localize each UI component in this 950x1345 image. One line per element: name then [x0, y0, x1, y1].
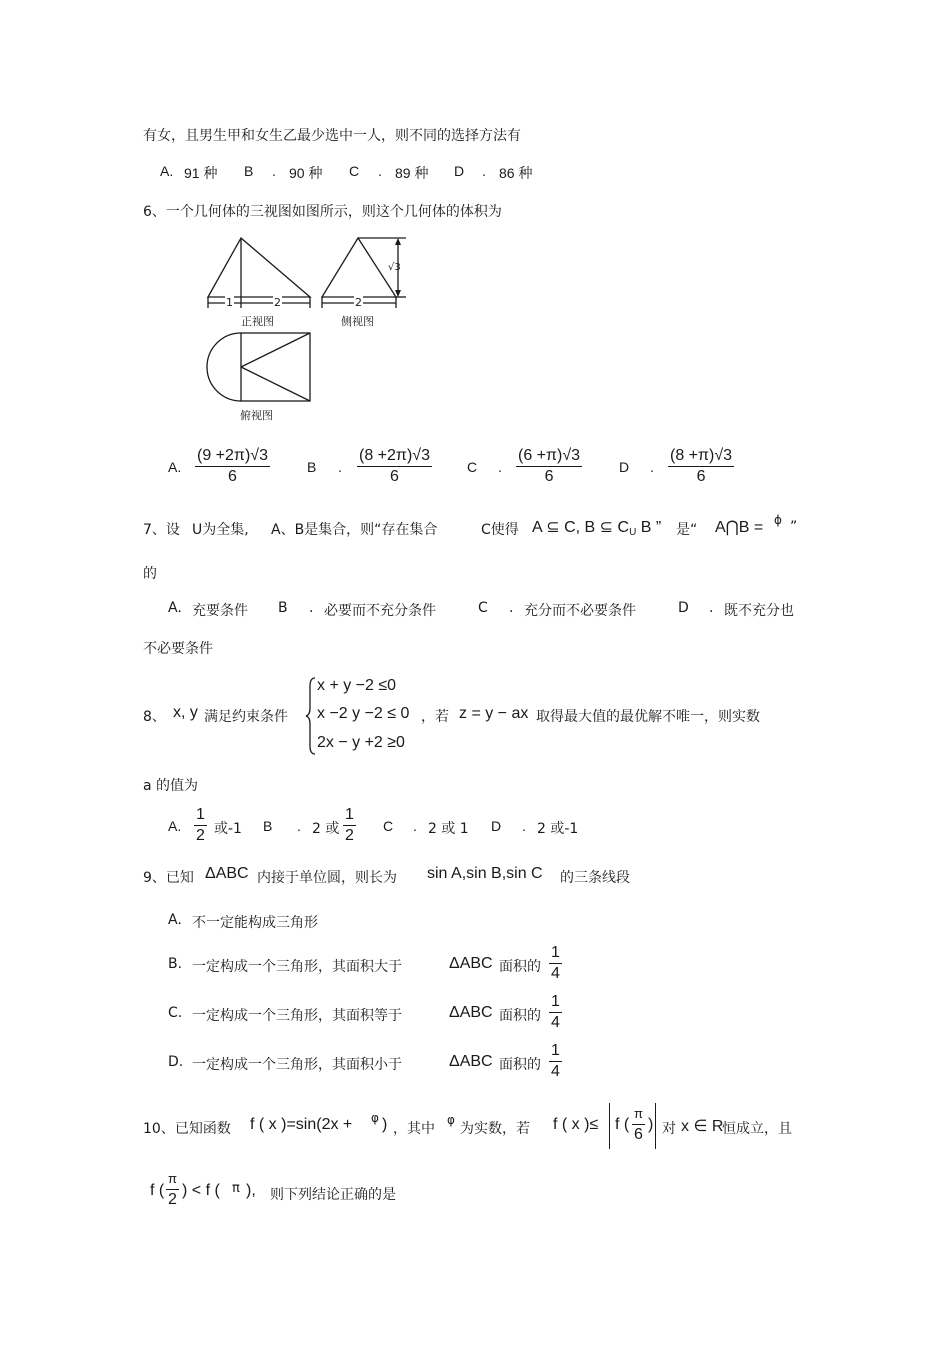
q6-opt-c-denominator: 6 — [544, 468, 554, 485]
q6-opt-a-numerator: (9 +2π)√3 — [197, 447, 268, 464]
q8-opt-d-label: D — [491, 818, 502, 834]
q8-opt-b: 2 或 — [312, 821, 340, 837]
q7-math1-b: B ” — [640, 519, 662, 536]
q8-opt-b-numerator: 1 — [345, 806, 354, 823]
q9-opt-d-numerator: 1 — [551, 1042, 560, 1059]
q10-func: f ( x )=sin(2x + — [250, 1116, 353, 1133]
q10-dui: 对 — [662, 1121, 676, 1137]
q7-math1-sub: U — [629, 527, 637, 538]
q10-l2c: ), — [246, 1182, 256, 1199]
q5-opt-c-label: C — [349, 163, 360, 179]
q7-u: U为全集, — [192, 522, 249, 538]
q7-opt-c-label: C — [478, 600, 488, 616]
q7-quote: ” — [790, 519, 798, 535]
q9-opt-c-fraction — [549, 992, 562, 1033]
q8-z: z = y − ax — [459, 705, 529, 722]
q8-opt-b-dot: . — [297, 818, 301, 834]
q10-p2: ，其中 — [393, 1121, 435, 1137]
q9-opt-b-abc: ΔABC — [449, 955, 493, 972]
q8-constraint-3: 2x − y +2 ≥0 — [317, 734, 405, 751]
front-view-caption: 正视图 — [241, 315, 274, 328]
q8-opt-a-numerator: 1 — [196, 806, 205, 823]
q10-pi-over-2 — [166, 1169, 179, 1210]
q8-text2: 取得最大值的最优解不唯一，则实数 — [536, 709, 760, 725]
q6-opt-d-denominator: 6 — [696, 468, 706, 485]
q9-opt-b: 一定构成一个三角形，其面积大于 — [192, 959, 402, 975]
q9-opt-d: 一定构成一个三角形，其面积小于 — [192, 1057, 402, 1073]
q9-tri: ΔABC — [205, 865, 249, 882]
q7-opt-c: 充分而不必要条件 — [524, 603, 636, 619]
q6-opt-d-label: D — [619, 459, 630, 475]
q10-ineq: f ( x )≤ — [553, 1116, 599, 1133]
q6-opt-a-fraction — [195, 446, 270, 487]
q5-opt-d-dot: . — [482, 163, 486, 179]
q10-l2a: f ( — [150, 1182, 165, 1199]
q8-opt-b-fraction — [343, 805, 356, 846]
q7-math2: A⋂B = — [715, 519, 764, 536]
q7-opt-a-label: A. — [168, 600, 182, 616]
q10-pi-num: π — [634, 1106, 643, 1121]
q6-opt-b-label: B — [307, 459, 317, 475]
q7-opt-a: 充要条件 — [192, 603, 248, 619]
q9-opt-d-fraction — [549, 1041, 562, 1082]
q6-opt-b-denominator: 6 — [390, 468, 399, 485]
q8-ruo: ，若 — [421, 709, 449, 725]
q10-l2d: 则下列结论正确的是 — [270, 1187, 396, 1203]
q5-opt-c-dot: . — [378, 163, 382, 179]
q8-opt-c-dot: . — [413, 818, 417, 834]
dim-root3: √3 — [388, 262, 401, 273]
q9-opt-b-area: 面积的 — [499, 959, 541, 975]
q8-vars: x, y — [173, 704, 198, 721]
q5-opt-c: 89 种 — [395, 165, 429, 181]
q8-opt-c: 2 或 1 — [428, 821, 469, 837]
q8-opt-b-label: B — [263, 818, 273, 834]
q5-opt-d: 86 种 — [499, 165, 533, 181]
q6-opt-a-label: A. — [168, 459, 182, 475]
q5-opt-b-dot: . — [272, 163, 276, 179]
q9-opt-d-label: D. — [168, 1054, 184, 1070]
q7-opt-b-dot: . — [309, 600, 314, 616]
top-view-square — [241, 333, 310, 401]
q6-opt-b-dot: . — [338, 459, 342, 475]
dim-two: 2 — [274, 296, 281, 309]
q10-close: ) — [382, 1116, 388, 1133]
abs-bar-right — [655, 1103, 656, 1149]
q10-num: 10、已知函数 — [143, 1121, 231, 1137]
q9-p3: 的三条线段 — [560, 870, 630, 886]
q5-opt-d-label: D — [454, 163, 465, 179]
q10-phi: φ — [371, 1111, 379, 1125]
q10-l2b: ) < f ( — [182, 1182, 220, 1199]
q7-opt-c-dot: . — [509, 600, 514, 616]
q7-tail: 不必要条件 — [143, 641, 213, 657]
q9-opt-b-fraction — [549, 943, 562, 984]
q9-opt-a-label: A. — [168, 912, 182, 928]
q9-opt-b-numerator: 1 — [551, 944, 560, 961]
q7-sets: A、B是集合，则“存在集合 — [271, 522, 438, 538]
q9-num: 9、已知 — [143, 870, 194, 886]
q6-opt-c-numerator: (6 +π)√3 — [518, 447, 581, 464]
q7-c: C使得 — [481, 522, 519, 538]
q6-opt-c-fraction — [516, 446, 582, 487]
dim-two-side: 2 — [355, 296, 362, 309]
q5-opt-a-label: A. — [160, 163, 174, 179]
q6-opt-b-fraction — [357, 446, 432, 487]
dim-one: 1 — [226, 296, 233, 309]
q7-is: 是“ — [676, 522, 698, 538]
q7-opt-d-label: D — [678, 600, 689, 616]
q8-line2: a 的值为 — [143, 778, 199, 794]
q5-opt-a: 91 种 — [184, 165, 218, 181]
q9-opt-d-denominator: 4 — [551, 1063, 560, 1080]
q8-opt-a: 或-1 — [214, 821, 242, 837]
q8-num: 8、 — [143, 709, 166, 725]
q9-opt-c: 一定构成一个三角形，其面积等于 — [192, 1008, 402, 1024]
q9-p2: 内接于单位圆，则长为 — [257, 870, 397, 886]
q8-opt-d-dot: . — [522, 818, 526, 834]
q10-p5: 恒成立，且 — [722, 1121, 792, 1137]
q10-p3: 为实数，若 — [460, 1121, 530, 1137]
q7-opt-d-dot: . — [709, 600, 714, 616]
q8-text1: 满足约束条件 — [204, 709, 288, 725]
q10-x: x ∈ R — [681, 1118, 724, 1135]
q8-opt-a-denominator: 2 — [196, 827, 205, 844]
q10-pi-den: 6 — [634, 1126, 643, 1143]
q7-opt-b-label: B — [278, 600, 288, 616]
q7-de: 的 — [143, 566, 157, 582]
abs-bar-left — [609, 1103, 610, 1149]
q5-line: 有女，且男生甲和女生乙最少选中一人，则不同的选择方法有 — [143, 128, 521, 144]
side-view-shape — [322, 238, 396, 297]
q8-opt-a-label: A. — [168, 818, 182, 834]
side-view-caption: 侧视图 — [341, 315, 374, 328]
q7-num: 7、设 — [143, 522, 180, 538]
q9-opt-d-area: 面积的 — [499, 1057, 541, 1073]
q9-opt-c-area: 面积的 — [499, 1008, 541, 1024]
q9-opt-b-label: B. — [168, 956, 183, 972]
q6-opt-a-denominator: 6 — [228, 468, 237, 485]
top-view-caption: 俯视图 — [240, 409, 273, 422]
q7-opt-b: 必要而不充分条件 — [324, 603, 436, 619]
q8-brace — [305, 676, 317, 756]
q10-phi2: φ — [447, 1113, 455, 1127]
q9-opt-b-denominator: 4 — [551, 965, 560, 982]
q10-pi2-num: π — [168, 1171, 177, 1186]
q9-opt-c-numerator: 1 — [551, 993, 560, 1010]
top-view-semicircle — [207, 333, 241, 401]
q10-pi3: π — [232, 1181, 240, 1196]
q6-opt-c-dot: . — [498, 459, 502, 475]
q6-text: 6、一个几何体的三视图如图所示，则这个几何体的体积为 — [143, 204, 502, 220]
q7-opt-d: 既不充分也 — [724, 603, 794, 619]
q8-opt-b-denominator: 2 — [345, 827, 354, 844]
q10-pi-over-6 — [632, 1104, 645, 1145]
q10-f6: f ( — [615, 1116, 630, 1133]
q7-phi: ϕ — [774, 513, 782, 527]
q10-pi2-den: 2 — [168, 1191, 177, 1208]
q9-opt-c-label: C. — [168, 1005, 183, 1021]
q8-opt-c-label: C — [383, 818, 394, 834]
q9-opt-a: 不一定能构成三角形 — [192, 915, 318, 931]
q9-opt-c-abc: ΔABC — [449, 1004, 493, 1021]
q6-opt-d-dot: . — [650, 459, 654, 475]
q5-opt-b: 90 种 — [289, 165, 323, 181]
q9-opt-d-abc: ΔABC — [449, 1053, 493, 1070]
front-view-shape — [208, 238, 310, 297]
q8-opt-a-fraction — [194, 805, 207, 846]
q7-math1 — [532, 517, 661, 538]
q8-constraint-1: x + y −2 ≤0 — [317, 677, 397, 694]
q5-opt-b-label: B — [244, 163, 254, 179]
three-view-figure — [200, 232, 420, 432]
q6-opt-d-numerator: (8 +π)√3 — [670, 447, 733, 464]
q6-opt-c-label: C — [467, 459, 478, 475]
q7-math1-a: A ⊆ C, B ⊆ C — [532, 519, 630, 536]
q6-opt-b-numerator: (8 +2π)√3 — [359, 447, 430, 464]
q9-sins: sin A,sin B,sin C — [427, 865, 543, 882]
q10-c6: ) — [648, 1116, 654, 1133]
q6-opt-d-fraction — [668, 446, 734, 487]
q9-opt-c-denominator: 4 — [551, 1014, 560, 1031]
q8-constraint-2: x −2 y −2 ≤ 0 — [317, 705, 410, 722]
q8-opt-d: 2 或-1 — [537, 821, 579, 837]
